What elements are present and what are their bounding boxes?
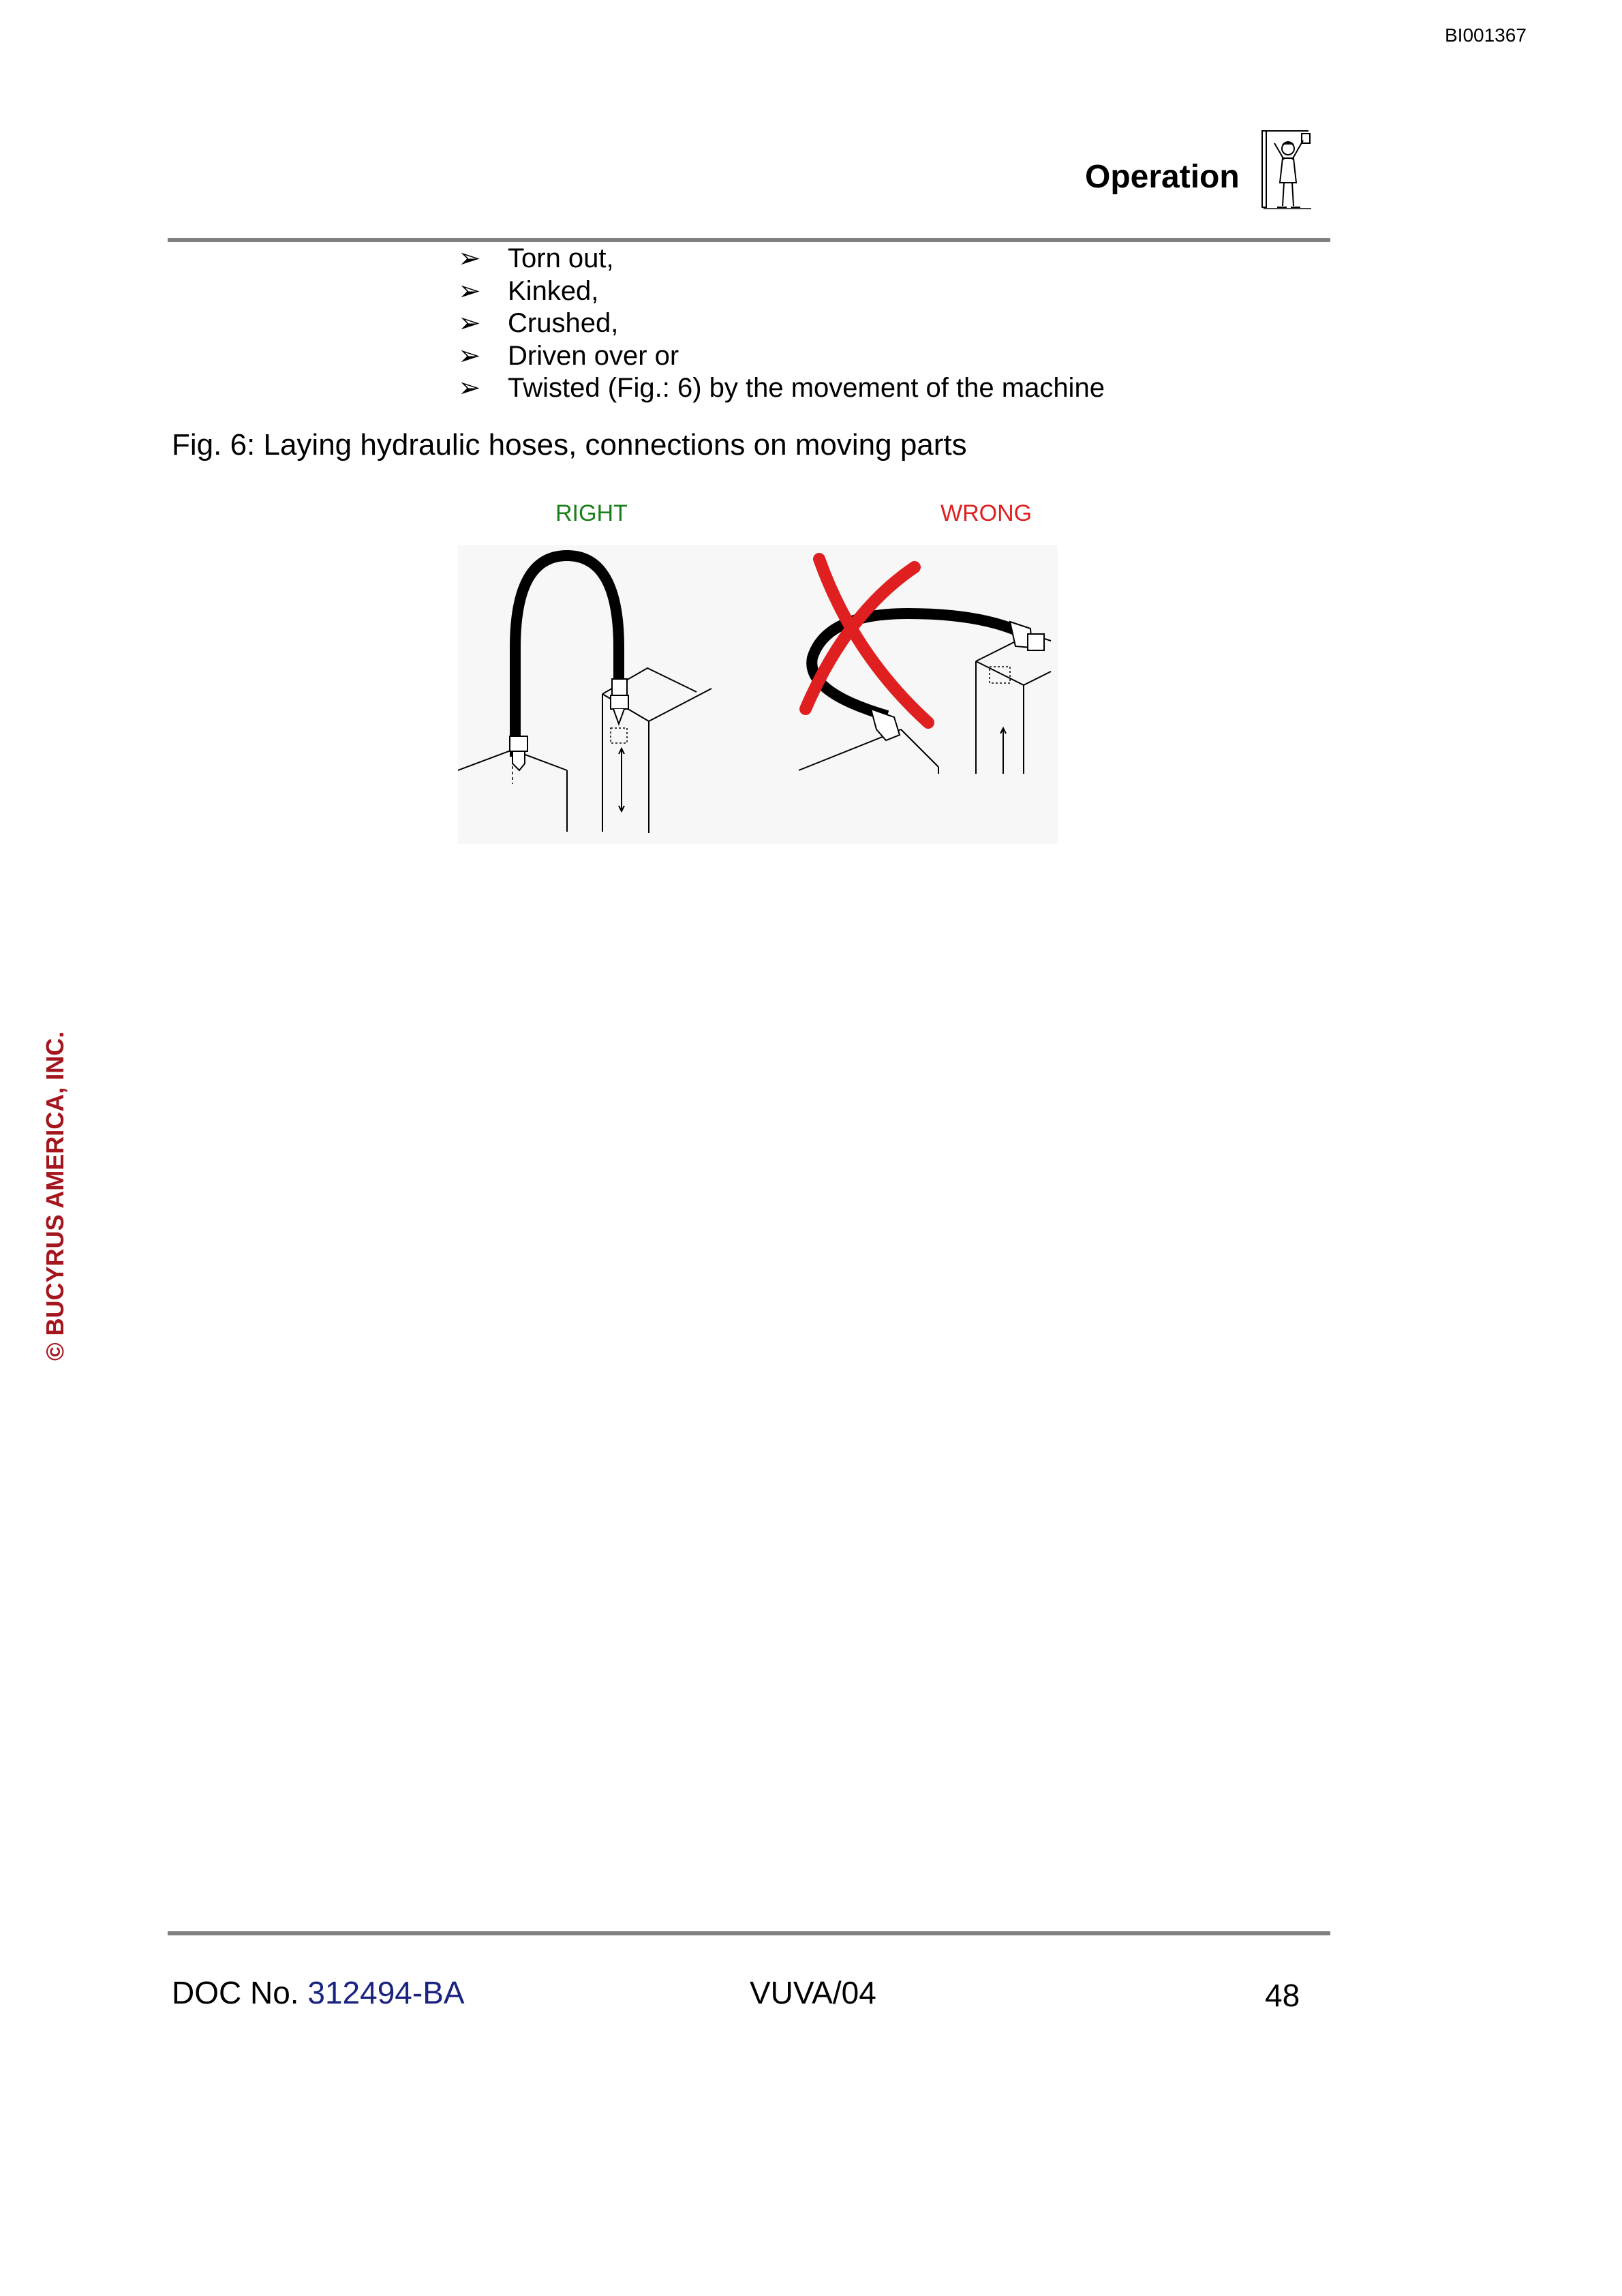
list-item xyxy=(458,275,1105,308)
list-item xyxy=(458,243,1105,275)
hose-layout-figure xyxy=(458,545,1058,844)
figure-caption: Fig. 6: Laying hydraulic hoses, connections on moving parts xyxy=(172,428,967,462)
label-right: RIGHT xyxy=(555,500,628,526)
list-item-text: Crushed, xyxy=(508,308,619,338)
list-item-text: Kinked, xyxy=(508,275,599,306)
arrow-bullet-icon: ➢ xyxy=(458,275,481,306)
copyright-side-text: © BUCYRUS AMERICA, INC. xyxy=(41,1031,69,1361)
arrow-bullet-icon: ➢ xyxy=(458,373,481,403)
doc-number: 312494-BA xyxy=(307,1975,465,2010)
arrow-bullet-icon: ➢ xyxy=(458,308,481,338)
list-item xyxy=(458,372,1105,405)
list-item-text: Torn out, xyxy=(508,243,614,273)
list-item-text: Driven over or xyxy=(508,340,679,371)
arrow-bullet-icon: ➢ xyxy=(458,340,481,371)
arrow-bullet-icon: ➢ xyxy=(458,243,481,273)
page-number: 48 xyxy=(1265,1978,1300,2013)
list-item xyxy=(458,307,1105,340)
footer-doc-number xyxy=(172,1974,465,2011)
list-item-text: Twisted (Fig.: 6) by the movement of the machine xyxy=(508,373,1105,403)
section-title: Operation xyxy=(1085,159,1240,195)
list-item xyxy=(458,340,1105,373)
document-id: BI001367 xyxy=(1445,25,1527,46)
footer-version: VUVA/04 xyxy=(750,1975,876,2010)
footer-rule xyxy=(168,1931,1330,1935)
label-wrong: WRONG xyxy=(940,500,1032,526)
operator-figure-icon xyxy=(1259,128,1314,213)
doc-prefix: DOC No. xyxy=(172,1975,308,2010)
bullet-list xyxy=(458,243,1105,405)
header-rule xyxy=(168,238,1330,242)
